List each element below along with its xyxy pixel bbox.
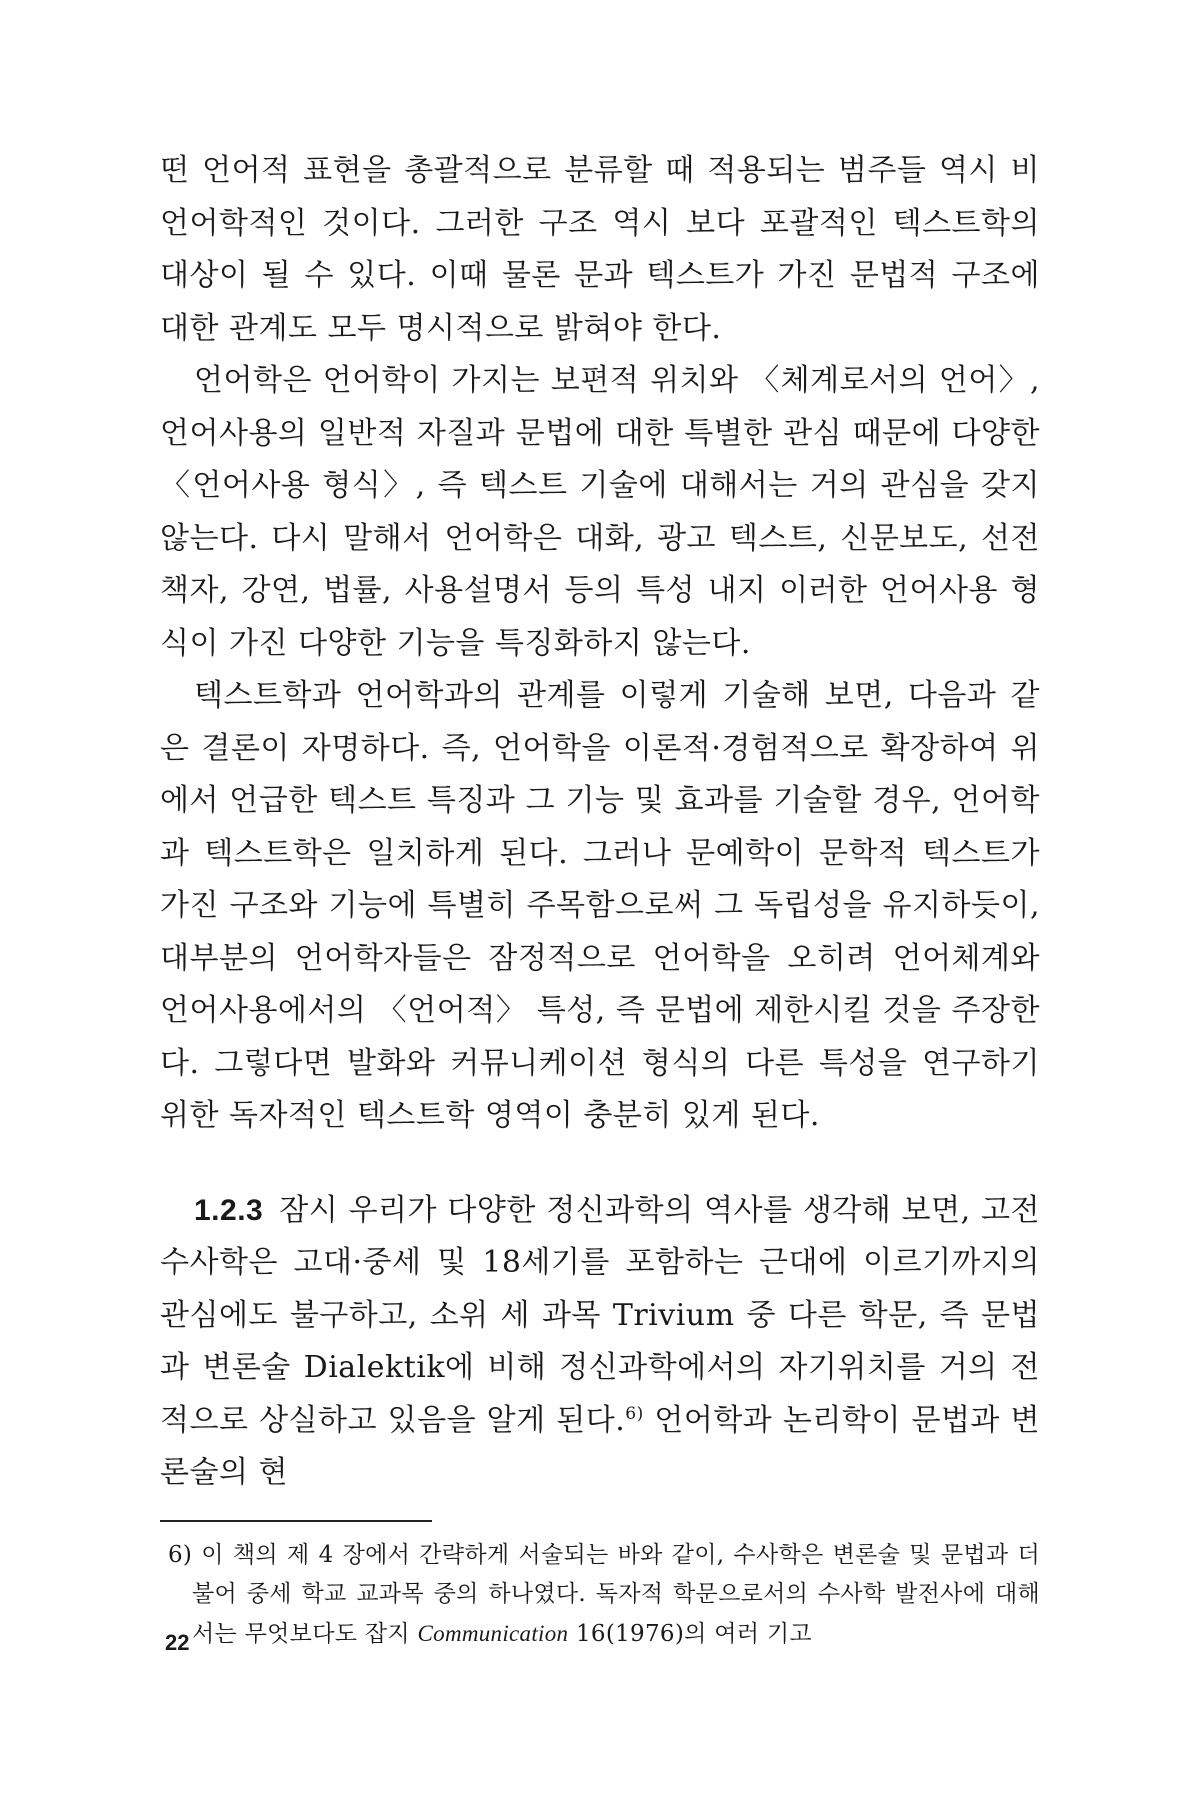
footnote [160,1536,1040,1654]
paragraph-3: 텍스트학과 언어학과의 관계를 이렇게 기술해 보면, 다음과 같은 결론이 자명하다. 즉, 언어학을 이론적·경험적으로 확장하여 위에서 언급한 텍스트 특징과 그 기능 및 효과를 기술할 경우, 언어학과 텍스트학은 일치하게 된다. 그러나 문예학이 문학적 텍스트가 가진 구조와 기능에 특별히 주목함으로써 그 독립성을 유지하듯이, 대부분의 언어학자들은 잠정적으로 언어학을 오히려 언어체계와 언어사용에서의 〈언어적〉 특성, 즉 문법에 제한시킬 것을 주장한다. 그렇다면 발화와 커뮤니케이션 형식의 다른 특성을 연구하기 위한 독자적인 텍스트학 영역이 충분히 있게 된다. [160,678,1040,1133]
section-1-2-3 [160,1185,1040,1500]
page-body [160,145,1040,1654]
footnote-text-continued: 16(1976)의 여러 기고 [568,1620,812,1647]
section-paragraph [160,1185,1040,1500]
footnote-marker: 6) [168,1541,193,1568]
paragraph-1: 떤 언어적 표현을 총괄적으로 분류할 때 적용되는 범주들 역시 비언어학적인 것이다. 그러한 구조 역시 보다 포괄적인 텍스트학의 대상이 될 수 있다. 이때 물론 문과 텍스트가 가진 문법적 구조에 대한 관계도 모두 명시적으로 밝혀야 한다. [160,153,1040,346]
footnote-divider [160,1520,432,1522]
footnote-text: 이 책의 제 4 장에서 간략하게 서술되는 바와 같이, 수사학은 변론술 및 문법과 더불어 중세 학교 교과목 중의 하나였다. 독자적 학문으로서의 수사학 발전사에 대해서는 무엇보다도 잡지 [192,1541,1040,1647]
footnote-reference[interactable]: 6) [625,1403,644,1424]
main-text [160,145,1040,1143]
section-number: 1.2.3 [194,1193,264,1227]
section-text: 잠시 우리가 다양한 정신과학의 역사를 생각해 보면, 고전수사학은 고대·중세 및 18세기를 포함하는 근대에 이르기까지의 관심에도 불구하고, 소위 세 과목 Trivium 중 다른 학문, 즉 문법과 변론술 Dialektik에 비해 정신과학에서의 자기위치를 거의 전적으로 상실하고 있음을 알게 된다. [160,1192,1040,1438]
paragraph-2: 언어학은 언어학이 가지는 보편적 위치와 〈체계로서의 언어〉, 언어사용의 일반적 자질과 문법에 대한 특별한 관심 때문에 다양한 〈언어사용 형식〉, 즉 텍스트 기술에 대해서는 거의 관심을 갖지 않는다. 다시 말해서 언어학은 대화, 광고 텍스트, 신문보도, 선전책자, 강연, 법률, 사용설명서 등의 특성 내지 이러한 언어사용 형식이 가진 다양한 기능을 특징화하지 않는다. [160,363,1040,661]
footnote-journal-title: Communication [417,1620,569,1646]
section-text-continued: 언어학과 논리학이 문법과 변론술의 현 [160,1402,1041,1490]
page-number: 22 [165,1630,190,1655]
